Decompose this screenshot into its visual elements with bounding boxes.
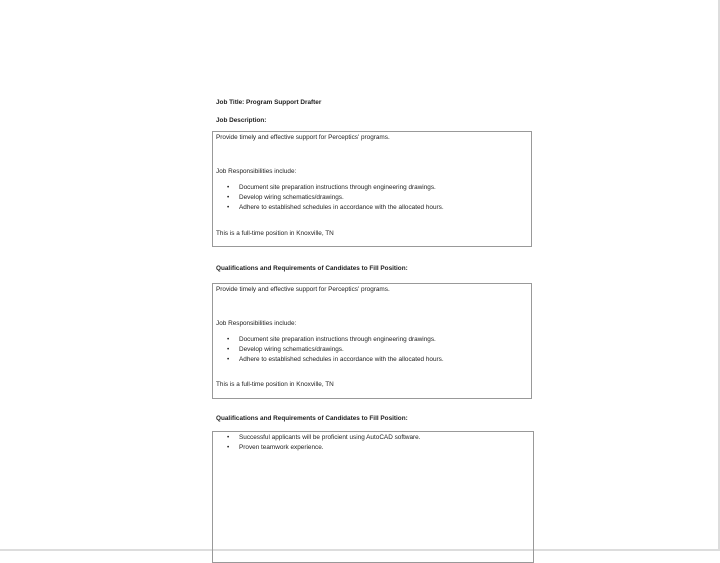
description-box [212,131,532,247]
qualifications-box [212,283,532,399]
responsibilities-heading: Job Responsibilities include: [216,168,297,175]
list-item: • Adhere to established schedules in accordance with the allocated hours. [239,356,444,364]
job-title: Job Title: Program Support Drafter [216,99,322,106]
list-item: • Develop wiring schematics/drawings. [239,346,344,354]
location-text: This is a full-time position in Knoxville, TN [216,381,334,388]
list-item: • Develop wiring schematics/drawings. [239,194,344,202]
qualifications-heading: Qualifications and Requirements of Candidates to Fill Position: [216,415,408,422]
list-item: • Adhere to established schedules in accordance with the allocated hours. [239,204,444,212]
intro-text: Provide timely and effective support for Perceptics' programs. [216,286,390,293]
job-description-heading: Job Description: [216,117,267,124]
qualifications-box [212,431,534,563]
responsibilities-heading: Job Responsibilities include: [216,320,297,327]
list-item: • Proven teamwork experience. [239,444,324,452]
list-item: • Document site preparation instructions through engineering drawings. [239,336,436,344]
list-item: • Successful applicants will be proficient using AutoCAD software. [239,434,421,442]
qualifications-heading: Qualifications and Requirements of Candidates to Fill Position: [216,265,408,272]
intro-text: Provide timely and effective support for Perceptics' programs. [216,134,390,141]
list-item: • Document site preparation instructions through engineering drawings. [239,184,436,192]
location-text: This is a full-time position in Knoxville, TN [216,230,334,237]
